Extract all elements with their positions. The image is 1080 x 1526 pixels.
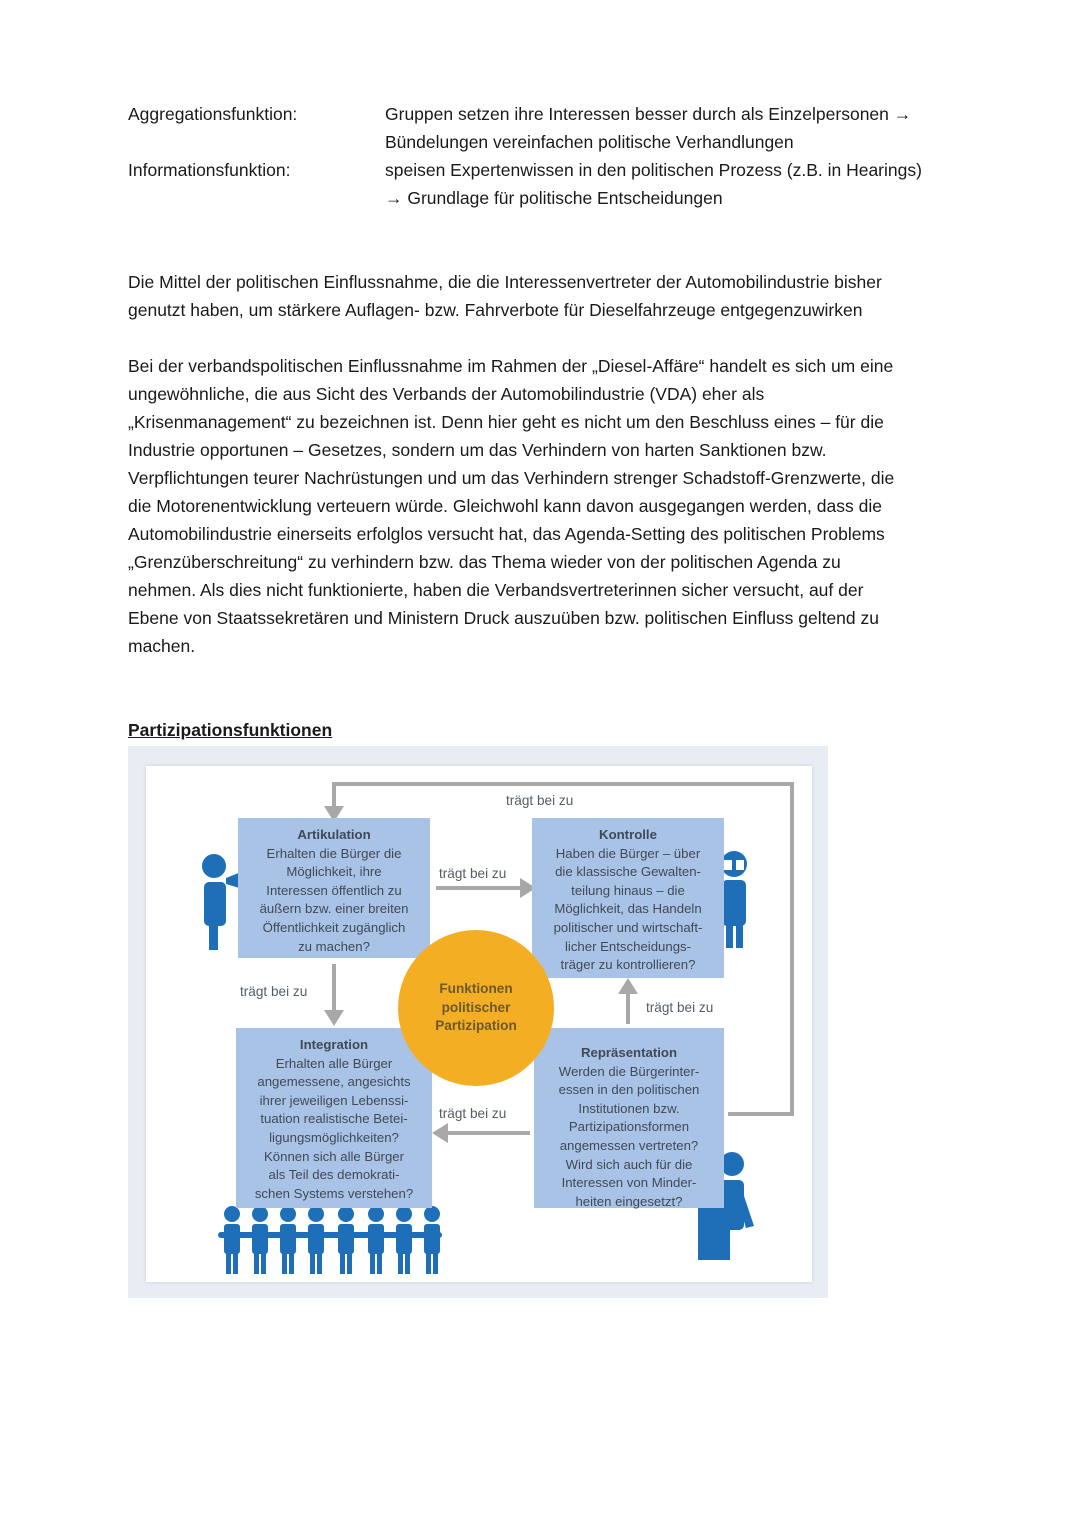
paragraph-line: ungewöhnliche, die aus Sicht des Verbands der Automobilindustrie (VDA) eher als <box>128 384 765 404</box>
box-line: licher Entscheidungs- <box>564 938 692 954</box>
box-line: Institutionen bzw. <box>578 1100 680 1116</box>
box-line: teilung hinaus – die <box>571 882 685 898</box>
definition-term: Informationsfunktion: <box>128 160 291 180</box>
box-integration <box>236 1028 432 1208</box>
box-line: als Teil des demokrati- <box>268 1167 400 1183</box>
box-title: Kontrolle <box>599 827 657 842</box>
binoculars-person-icon <box>721 851 747 948</box>
edge-label-artikulation-integration: trägt bei zu <box>240 984 308 999</box>
definition-line: → Grundlage für politische Entscheidungen <box>385 188 723 208</box>
box-line: träger zu kontrollieren? <box>560 957 696 973</box>
box-line: heiten eingesetzt? <box>575 1193 683 1209</box>
paragraph-line: machen. <box>128 636 196 656</box>
box-title: Integration <box>299 1037 369 1052</box>
center-line: politischer <box>441 999 511 1015</box>
box-line: Wird sich auch für die <box>565 1156 693 1172</box>
box-line: tuation realistische Betei- <box>260 1111 408 1127</box>
participation-diagram <box>128 746 828 1298</box>
box-line: Können sich alle Bürger <box>263 1148 405 1164</box>
box-line: Interessen von Minder- <box>561 1175 697 1191</box>
box-line: zu machen? <box>298 938 370 954</box>
edge-label-repraesentation-integration: trägt bei zu <box>439 1106 507 1121</box>
definition-term: Aggregationsfunktion: <box>128 104 298 124</box>
box-artikulation <box>238 818 430 958</box>
section-heading: Partizipationsfunktionen <box>128 720 333 740</box>
paragraph-influence-means <box>128 268 948 324</box>
paragraph-line: nehmen. Als dies nicht funktionierte, haben die Verbandsvertreterinnen sicher versucht, auf der <box>128 580 864 600</box>
box-line: Erhalten die Bürger die <box>266 845 402 861</box>
paragraph-line: Bei der verbandspolitischen Einflussnahme im Rahmen der „Diesel-Affäre“ handelt es sich um eine <box>128 356 894 376</box>
definition-aggregation <box>128 100 948 156</box>
box-line: Partizipationsformen <box>568 1119 690 1135</box>
function-definitions <box>128 100 948 212</box>
paragraph-line: Verpflichtungen teurer Nachrüstungen und um das Verhindern strenger Schadstoff-Grenzwerte, die <box>128 468 895 488</box>
paragraph-line: genutzt haben, um stärkere Auflagen- bzw. Fahrverbote für Dieselfahrzeuge entgegenzuwirken <box>128 300 863 320</box>
box-line: politischer und wirtschaft- <box>553 919 703 935</box>
definition-line: Gruppen setzen ihre Interessen besser durch als Einzelpersonen → <box>385 104 912 124</box>
crowd-icon <box>218 1206 442 1274</box>
box-line: die klassische Gewalten- <box>555 864 701 880</box>
box-line: ligungsmöglichkeiten? <box>269 1129 399 1145</box>
box-line: essen in den politischen <box>558 1082 700 1098</box>
box-line: schen Systems verstehen? <box>254 1185 414 1201</box>
paragraph-line: Ebene von Staatssekretären und Ministern Druck auszuüben bzw. politischen Einfluss geltend zu <box>128 608 879 628</box>
center-line: Partizipation <box>435 1018 517 1034</box>
box-kontrolle <box>532 818 724 978</box>
paragraph-line: Die Mittel der politischen Einflussnahme, die die Interessenvertreter der Automobilindustrie bisher <box>128 272 882 292</box>
box-repraesentation <box>534 1028 724 1208</box>
box-line: Erhalten alle Bürger <box>275 1055 393 1071</box>
box-line: ihrer jeweiligen Lebenssi- <box>259 1092 409 1108</box>
box-title: Artikulation <box>297 827 371 842</box>
box-line: angemessene, angesichts <box>257 1074 411 1090</box>
box-line: Möglichkeit, das Handeln <box>554 901 702 917</box>
diagram-canvas <box>146 766 812 1282</box>
definition-description <box>385 156 948 212</box>
box-line: äußern bzw. einer breiten <box>259 901 409 917</box>
edge-label-outer-loop: trägt bei zu <box>506 793 574 808</box>
box-line: Werden die Bürgerinter- <box>558 1063 700 1079</box>
paragraph-line: „Grenzüberschreitung“ zu verhindern bzw. das Thema wieder von der politischen Agenda zu <box>128 552 841 572</box>
definition-line: Bündelungen vereinfachen politische Verhandlungen <box>385 132 794 152</box>
box-line: Möglichkeit, ihre <box>286 864 382 880</box>
paragraph-line: die Motorenentwicklung verteuern würde. Gleichwohl kann davon ausgegangen werden, dass die <box>128 496 882 516</box>
paragraph-diesel-affair <box>128 352 948 660</box>
edge-label-repraesentation-kontrolle: trägt bei zu <box>646 1000 714 1015</box>
box-line: Haben die Bürger – über <box>555 845 701 861</box>
paragraph-line: Automobilindustrie einerseits erfolglos versucht hat, das Agenda-Setting des politischen Problems <box>128 524 885 544</box>
box-line: angemessen vertreten? <box>559 1137 699 1153</box>
paragraph-line: „Krisenmanagement“ zu bezeichnen ist. Denn hier geht es nicht um den Beschluss eines – für die <box>128 412 884 432</box>
box-line: Öffentlichkeit zugänglich <box>262 919 406 935</box>
definition-information <box>128 156 948 212</box>
center-circle <box>398 930 554 1086</box>
arrowhead-repraesentation-integration <box>432 1123 448 1143</box>
paragraph-line: Industrie opportunen – Gesetzes, sondern um das Verhindern von harten Sanktionen bzw. <box>128 440 827 460</box>
definition-description <box>385 100 948 156</box>
definition-line: speisen Expertenwissen in den politischen Prozess (z.B. in Hearings) <box>385 160 922 180</box>
edge-label-artikulation-kontrolle: trägt bei zu <box>439 866 507 881</box>
arrowhead-artikulation-integration <box>324 1010 344 1026</box>
box-line: Interessen öffentlich zu <box>266 882 402 898</box>
arrowhead-repraesentation-kontrolle <box>618 978 638 994</box>
center-line: Funktionen <box>439 981 513 997</box>
box-title: Repräsentation <box>581 1045 677 1060</box>
